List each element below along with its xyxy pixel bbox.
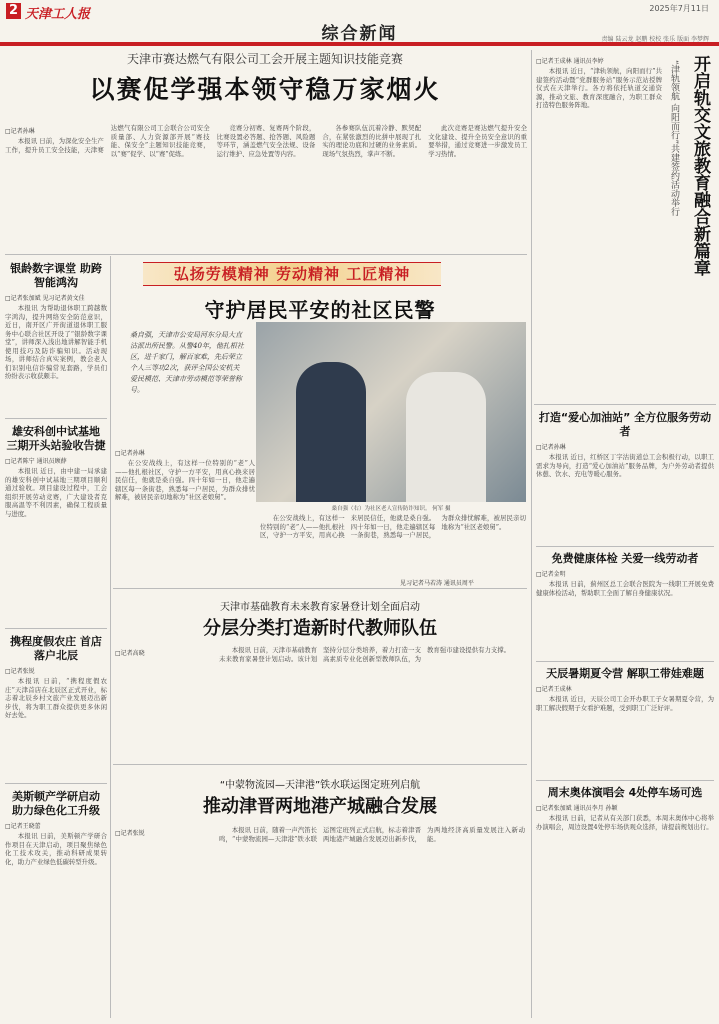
article-title: 打造“爱心加油站” 全方位服务劳动者	[538, 411, 712, 438]
article-body	[5, 467, 107, 622]
article-body	[5, 832, 107, 982]
section-title: 综合新闻	[321, 24, 398, 44]
right-lead-title: 开启轨交文旅教育融合新篇章	[690, 55, 710, 276]
article-body	[536, 814, 714, 924]
article-title: 雄安科创中试基地 三期开头站验收告捷	[6, 425, 106, 452]
article-byline: □记者陈宁 通讯员顾薛	[5, 458, 67, 465]
article-title: 周末奥体演唱会 4处停车场可选	[547, 786, 703, 799]
mid-subtitle: 天津市基础教育未来教育家暑登计划全面启动	[220, 602, 420, 613]
paragraph: 本报讯 近日，由中建一局承建的雄安科创中试基地三期项目顺利通过验收。项目建设过程中，工会组织开展劳动竞赛，广大建设者克服高温等不利因素，确保工程质量与进度。	[5, 467, 107, 518]
article-byline: □记者王成林	[536, 686, 572, 693]
article-title: 美斯顿产学研启动 助力绿色化工升级	[12, 790, 100, 817]
article-title: 携程度假农庄 首店落户北辰	[10, 635, 102, 662]
paragraph: 本报讯 近日，红桥区丁字沽街道总工会积极行动，以职工需求为导向，打造“爱心加油站”服务品牌，为户外劳动者提供休憩、饮水、充电等暖心服务。	[536, 453, 714, 478]
lead-paragraph: 此次竞赛是赛达燃气提升安全文化建设、提升全员安全意识的重要举措，通过竞赛进一步激发员工学习热情。	[428, 124, 527, 158]
mid-body	[115, 646, 525, 761]
article-byline: □记者孙琳	[536, 444, 566, 451]
lead-body	[5, 124, 527, 250]
bottom-body	[115, 826, 525, 1018]
right-lead-tagline: “津轨领航 向阳而行”共建签约活动举行	[669, 60, 679, 217]
paragraph: 本报讯 日前，“携程度假农庄”天津首店在北辰区正式开业，标志着北辰乡村文旅产业发展迈出新步伐，将为职工群众提供更多休闲好去处。	[5, 677, 107, 719]
paragraph: 本报讯 日前，蓟州区总工会联合医院为一线职工开展免费健康体检活动，帮助职工全面了解自身健康状况。	[536, 580, 714, 597]
feature-body-a	[115, 446, 255, 586]
mid-title: 分层分类打造新时代教师队伍	[203, 618, 437, 639]
divider	[5, 254, 527, 255]
article-body	[5, 677, 107, 777]
divider	[110, 256, 111, 1018]
bottom-byline: □记者张锐	[115, 830, 145, 837]
feature-photo	[256, 322, 526, 502]
photo-caption: 桑自强（右）为社区老人宣传防诈知识。 何军 摄	[331, 506, 451, 512]
page-number: 2	[6, 3, 21, 19]
article-byline: □记者王成林 通讯员李婷	[536, 58, 604, 65]
left-column	[5, 258, 107, 1018]
feature-banner	[143, 262, 441, 286]
lead-paragraph: 竞赛分初赛、复赛两个阶段，比赛设置必答题、抢答题、风险题等环节，涵盖燃气安全法规、设备运行维护、应急处置等内容。	[216, 124, 316, 158]
bottom-title: 推动津晋两地港产城融合发展	[203, 796, 437, 817]
article-byline: □记者王晓蕾	[5, 823, 41, 830]
article-body	[536, 580, 714, 656]
paragraph: 本报讯 日前，随着一声汽笛长鸣，“中蒙物流园—天津港”铁水联运图定班列正式启航，标志着津晋两地港产城融合发展迈出新步伐，为两地经济高质量发展注入新动能。	[219, 826, 525, 843]
paragraph: 本报讯 日前，美斯顿产学研合作项目在天津启动，项目聚焦绿色化工技术攻关，推动科研成果转化，助力产业绿色低碳转型升级。	[5, 832, 107, 866]
lead-paragraph: 各参赛队伍沉着冷静、默契配合，在紧张激烈的比拼中展现了扎实的理论功底和过硬的业务素质。现场气氛热烈，掌声不断。	[322, 124, 422, 158]
mid-byline: □记者高晓	[115, 650, 145, 657]
article-byline: □记者张加斌 见习记者黄文佳	[5, 295, 85, 302]
banner-text: 弘扬劳模精神 劳动精神 工匠精神	[173, 265, 411, 283]
right-column	[536, 408, 714, 1020]
issue-date: 2025年7月11日	[649, 4, 709, 13]
feature-title: 守护居民平安的社区民警	[204, 298, 436, 322]
masthead-rule	[0, 44, 719, 46]
paragraph: 本报讯 日前，记者从有关部门获悉，本周末奥体中心将举办演唱会，周边设置4处停车场供观众选择，请提前规划出行。	[536, 814, 714, 831]
paragraph: 在公安战线上，有这样一位特别的“老”人——他扎根社区，守护一方平安，用真心换来居民信任，他就是桑自强。四十年如一日，他走遍辖区每一条街巷，熟悉每一户居民，为群众排忧解难，被居民亲切地称为“社区老娘舅”。	[115, 459, 255, 501]
feature-byline: □记者孙琳	[115, 450, 145, 457]
masthead	[0, 0, 719, 44]
lead-subtitle: 天津市赛达燃气有限公司工会开展主题知识技能竞赛	[126, 52, 403, 66]
paragraph: 本报讯 近日，“津轨领航，向阳而行”共建签约活动暨“党群服务站”服务示范站授牌仪式在天津举行。各方将依托轨道交通资源，推动文旅、教育深度融合，为职工群众打造特色服务阵地。	[536, 67, 662, 109]
lead-paragraph: 本报讯 日前，为深化安全生产工作，提升员工安全技能，天津赛达燃气有限公司工会联合公司安全质量部、人力资源部开展“赛技能、保安全”主题知识技能竞赛，以“赛”促学、以“赛”促练。	[5, 124, 210, 158]
article-byline: □记者张加斌 通讯员李月 孙颖	[536, 805, 618, 812]
divider	[534, 404, 716, 405]
divider	[113, 588, 527, 589]
lead-title: 以赛促学强本领守稳万家烟火	[89, 75, 441, 104]
article-body	[536, 453, 714, 541]
feature-body-b	[260, 514, 526, 574]
article-body	[536, 695, 714, 775]
right-lead-body	[536, 54, 662, 400]
lead-byline: □记者孙琳	[5, 128, 35, 135]
paragraph: 本报讯 为帮助退休职工跨越数字鸿沟，提升网络安全防范意识，近日，南开区广开街道退休职工服务中心联合社区开设了“银龄数字课堂”，讲师深入浅出地讲解智能手机使用技巧及防诈骗知识。活动现场，讲师结合真实案例，教会老人们识别电信诈骗常见套路，学员们纷纷表示收获颇丰。	[5, 304, 107, 380]
article-title: 天辰暑期夏令营 解职工带娃难题	[546, 667, 704, 680]
paragraph: 本报讯 日前，天津市基础教育未来教育家暑登计划启动。该计划坚持分层分类培养，着力打造一支高素质专业化创新型教师队伍，为教育强市建设提供有力支撑。	[219, 646, 511, 663]
article-body	[5, 304, 107, 412]
article-byline: □记者张锐	[5, 668, 35, 675]
feature-intro: 桑自强，天津市公安局河东分局大直沽派出所民警。从警40年，他扎根社区，进千家门，解百家难，先后荣立个人三等功2次，获评全国公安机关爱民模范、天津市劳动模范等荣誉称号。	[130, 331, 244, 394]
paper-name: 天津工人报	[25, 7, 91, 22]
article-title: 银龄数字课堂 助跨智能鸿沟	[10, 262, 102, 289]
paragraph: 在公安战线上，有这样一位特别的“老”人——他扎根社区，守护一方平安，用真心换来居民信任，他就是桑自强。四十年如一日，他走遍辖区每一条街巷，熟悉每一户居民，为群众排忧解难，被居民亲切地称为“社区老娘舅”。	[260, 514, 526, 539]
article-byline: □记者金明	[536, 571, 566, 578]
bottom-subtitle: “中蒙物流园—天津港”铁水联运图定班列启航	[219, 780, 421, 791]
editors-line: 责编 陆云龙 赵鹏 校校 张乐 版面 李梦辉	[601, 36, 709, 43]
article-title: 免费健康体检 关爱一线劳动者	[551, 552, 699, 565]
paragraph: 本报讯 近日，天辰公司工会开办职工子女暑期夏令营，为职工解决假期子女看护难题，受到职工广泛好评。	[536, 695, 714, 712]
divider	[531, 50, 532, 1018]
feature-footer: 见习记者马若涛 通讯员周平	[400, 580, 474, 587]
divider	[113, 764, 527, 765]
